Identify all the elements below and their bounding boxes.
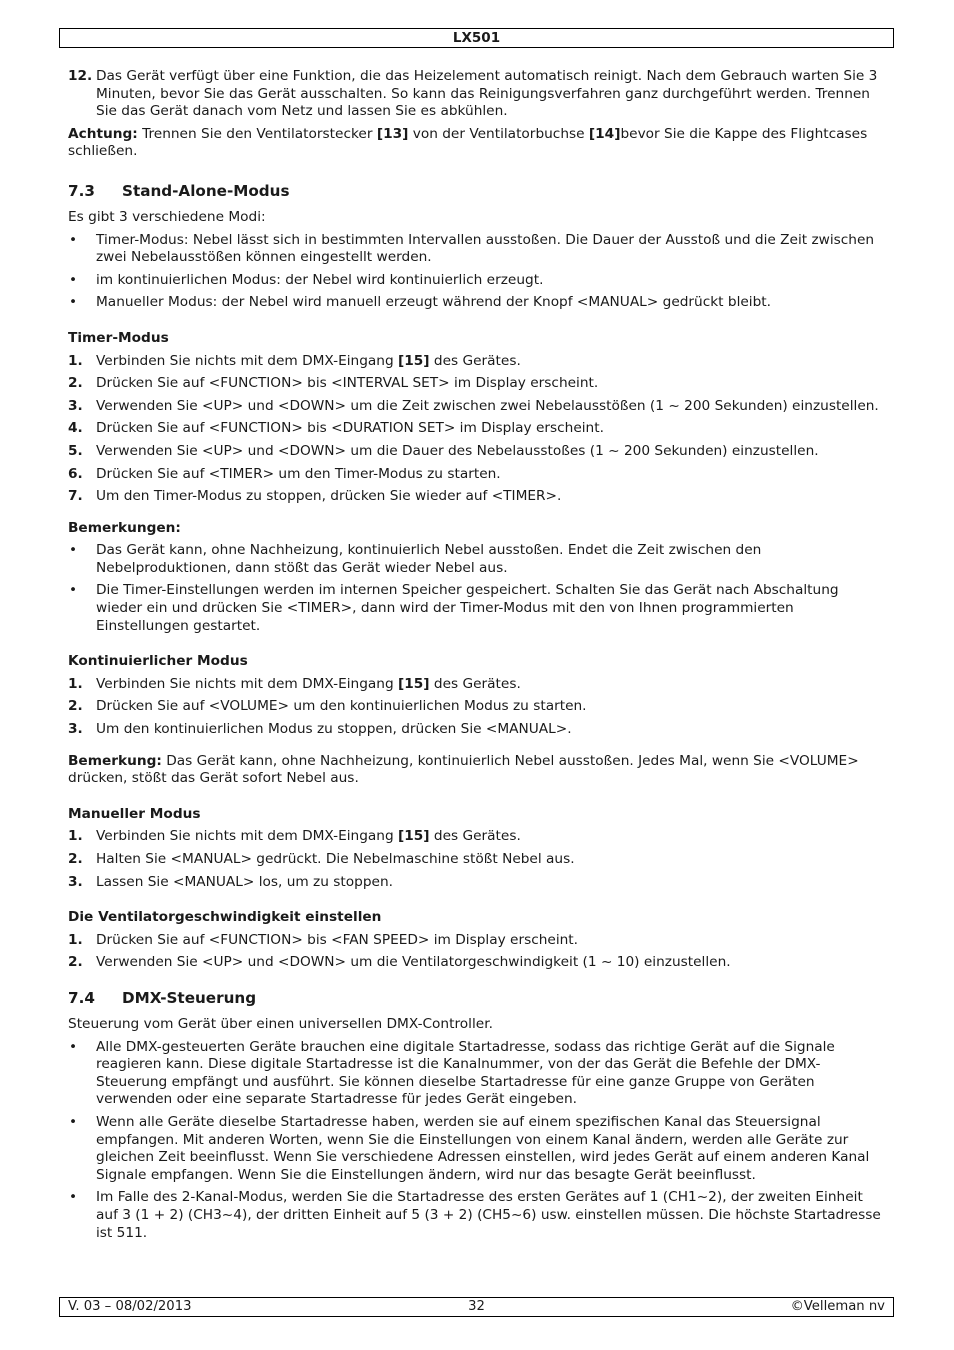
bullet: •: [69, 1038, 78, 1055]
bullet: •: [69, 582, 78, 599]
step-text: Halten Sie <MANUAL> gedrückt. Die Nebelmaschine stößt Nebel aus.: [96, 851, 575, 867]
step-item: [68, 375, 888, 393]
step-item: [68, 466, 888, 484]
step-number: 1.: [68, 828, 83, 845]
step-text: Drücken Sie auf <TIMER> um den Timer-Modus zu starten.: [96, 465, 501, 482]
step-number: 3.: [68, 397, 83, 414]
step-text: Drücken Sie auf <FUNCTION> bis <FAN SPEED> im Display erscheint.: [96, 931, 579, 948]
step-item: [68, 353, 888, 371]
bullet: •: [69, 1189, 78, 1206]
step-item: [68, 721, 888, 739]
bullet-text: Die Timer-Einstellungen werden im internen Speicher gespeichert. Schalten Sie das Gerät nach Abschaltung wieder ein und drücken Sie <TIMER>, dann wird der Timer-Modus mit den von Ihnen programmierten Einstellungen gestartet.: [96, 582, 839, 634]
bullet-item: [68, 542, 888, 577]
page-header: [59, 28, 894, 48]
bullet-text: Timer-Modus: Nebel lässt sich in bestimmten Intervallen ausstoßen. Die Dauer der Ausstoß und die Zeit zwischen zwei Nebelausstößen können eingestellt werden.: [96, 231, 875, 266]
section-heading-7-4: [68, 988, 888, 1008]
step-text: des Gerätes.: [429, 352, 521, 369]
step-number: 2.: [68, 698, 83, 715]
bullet-item: [68, 1039, 888, 1109]
bullet: •: [69, 1113, 78, 1130]
page-footer: [59, 1297, 894, 1317]
step-number: 2.: [68, 375, 83, 392]
remark-text: Das Gerät kann, ohne Nachheizung, kontinuierlich Nebel ausstoßen. Jedes Mal, wenn Sie <VOLUME> drücken, stößt das Gerät sofort Nebel aus.: [68, 752, 859, 787]
step-text: Drücken Sie auf <FUNCTION> bis <INTERVAL SET> im Display erscheint.: [96, 375, 599, 392]
step-number: 3.: [68, 721, 83, 738]
bullet-text: Wenn alle Geräte dieselbe Startadresse haben, werden sie auf einem spezifischen Kanal das Steuersignal empfangen. Mit anderen Worten, wenn Sie die Einstellungen von einem Kanal ändern, werden alle Geräte zur gleichen Zeit beeinflusst. Wenn Sie verschiedene Adressen einstellen, wird jedes Gerät auf einem anderen Kanal Signale empfangen. Wenn Sie die Einstellungen ändern, wird nur das besagte Gerät beeinflusst.: [96, 1113, 870, 1183]
ref-15: [15]: [398, 352, 430, 369]
step-item: [68, 398, 888, 416]
step-text: Drücken Sie auf <VOLUME> um den kontinuierlichen Modus zu starten.: [96, 698, 587, 715]
step-item: [68, 932, 888, 950]
step-number: 6.: [68, 465, 83, 482]
footer-version: V. 03 – 08/02/2013: [68, 1299, 192, 1314]
section-number: 7.3: [68, 181, 95, 200]
step-text: Verbinden Sie nichts mit dem DMX-Eingang: [96, 352, 398, 369]
step-number: 5.: [68, 442, 83, 459]
subheading-timer: Timer-Modus: [68, 329, 169, 346]
subheading-fan-speed: Die Ventilatorgeschwindigkeit einstellen: [68, 909, 382, 926]
step-text: Das Gerät verfügt über eine Funktion, die das Heizelement automatisch reinigt. Nach dem Gebrauch warten Sie 3 Minuten, bevor Sie das Gerät ausschalten. So kann das Reinigungsverfahren ganz durchgeführt werden. Trennen Sie das Gerät danach vom Netz und lassen Sie es abkühlen.: [96, 68, 878, 120]
section-number: 7.4: [68, 988, 95, 1007]
section-title: DMX-Steuerung: [122, 988, 257, 1007]
ref-15: [15]: [398, 675, 430, 692]
bullet-text: Das Gerät kann, ohne Nachheizung, kontinuierlich Nebel ausstoßen. Endet die Zeit zwischen den Nebelproduktionen, dann stößt das Gerät wieder Nebel aus.: [96, 542, 762, 576]
step-text: des Gerätes.: [429, 828, 521, 845]
remark-paragraph: [68, 753, 888, 788]
step-text: Lassen Sie <MANUAL> los, um zu stoppen.: [96, 873, 393, 890]
warning-text: bevor Sie die Kappe des Flightcases schließen.: [68, 125, 868, 160]
step-item: [68, 874, 888, 892]
step-item: [68, 420, 888, 438]
subheading-manual: Manueller Modus: [68, 805, 201, 822]
subheading-remarks: Bemerkungen:: [68, 519, 181, 536]
step-text: Um den kontinuierlichen Modus zu stoppen, drücken Sie <MANUAL>.: [96, 721, 572, 738]
step-item: [68, 954, 888, 972]
step-number: 3.: [68, 873, 83, 890]
step-number: 1.: [68, 675, 83, 692]
bullet-item: [68, 582, 888, 635]
step-text: Drücken Sie auf <FUNCTION> bis <DURATION SET> im Display erscheint.: [96, 420, 604, 437]
step-item: [68, 488, 888, 506]
bullet: •: [69, 294, 78, 311]
bullet-text: Manueller Modus: der Nebel wird manuell erzeugt während der Knopf <MANUAL> gedrückt bleibt.: [96, 294, 772, 311]
step-number: 7.: [68, 488, 83, 505]
bullet-item: [68, 1114, 888, 1184]
section-title: Stand-Alone-Modus: [122, 181, 290, 200]
warning-text: von der Ventilatorbuchse: [408, 125, 589, 142]
subheading-continuous: Kontinuierlicher Modus: [68, 653, 248, 670]
step-number: 1.: [68, 931, 83, 948]
step-text: Verbinden Sie nichts mit dem DMX-Eingang: [96, 828, 398, 845]
step-text: Verwenden Sie <UP> und <DOWN> um die Zeit zwischen zwei Nebelausstößen (1 ~ 200 Sekunden) einzustellen.: [96, 397, 879, 414]
step-item: [68, 68, 888, 121]
step-item: [68, 443, 888, 461]
bullet: •: [69, 271, 78, 288]
bullet-item: [68, 294, 888, 312]
step-text: Um den Timer-Modus zu stoppen, drücken Sie wieder auf <TIMER>.: [96, 488, 562, 505]
bullet: •: [69, 542, 78, 559]
step-number: 12.: [68, 68, 93, 84]
warning-label: Achtung:: [68, 125, 138, 142]
bullet-item: [68, 272, 888, 290]
warning-paragraph: [68, 126, 888, 161]
section-intro: Steuerung vom Gerät über einen universellen DMX-Controller.: [68, 1015, 493, 1032]
step-item: [68, 828, 888, 846]
step-number: 2.: [68, 954, 83, 971]
step-item: [68, 698, 888, 716]
footer-copyright: ©Velleman nv: [790, 1299, 885, 1314]
step-text: Verbinden Sie nichts mit dem DMX-Eingang: [96, 675, 398, 692]
step-text: des Gerätes.: [429, 675, 521, 692]
section-heading-7-3: [68, 181, 888, 201]
model-name: LX501: [452, 30, 501, 46]
ref-15: [15]: [398, 828, 430, 845]
step-number: 2.: [68, 851, 83, 867]
bullet-text: Alle DMX-gesteuerten Geräte brauchen eine digitale Startadresse, sodass das richtige Gerät auf die Signale reagieren kann. Diese digitale Startadresse ist die Kanalnummer, von der das Gerät die Befehle der DMX-Steuerung empfängt und ausführt. Sie können dieselbe Startadresse für eine ganze Gruppe von Geräten verwenden oder eine separate Startadresse für jedes Gerät eingeben.: [96, 1038, 835, 1108]
section-intro: Es gibt 3 verschiedene Modi:: [68, 208, 266, 225]
step-text: Verwenden Sie <UP> und <DOWN> um die Ventilatorgeschwindigkeit (1 ~ 10) einzustellen.: [96, 954, 731, 971]
bullet-text: im kontinuierlichen Modus: der Nebel wird kontinuierlich erzeugt.: [96, 271, 544, 288]
ref-14: [14]: [588, 125, 621, 142]
step-number: 4.: [68, 420, 83, 437]
step-item: [68, 851, 888, 869]
remark-label: Bemerkung:: [68, 752, 162, 769]
bullet: •: [69, 231, 78, 248]
step-item: [68, 676, 888, 694]
page-number: 32: [468, 1299, 485, 1314]
bullet-text: Im Falle des 2-Kanal-Modus, werden Sie die Startadresse des ersten Gerätes auf 1 (CH1~2), der zweiten Einheit auf 3 (1 + 2) (CH3~4), der dritten Einheit auf 5 (3 + 2) (CH5~6) usw. einstellen müssen. Die höchste Startadresse ist 511.: [96, 1189, 881, 1241]
bullet-item: [68, 1189, 888, 1242]
ref-13: [13]: [376, 125, 409, 142]
page-content: [68, 68, 888, 1242]
step-text: Verwenden Sie <UP> und <DOWN> um die Dauer des Nebelausstoßes (1 ~ 200 Sekunden) einzustellen.: [96, 442, 819, 459]
warning-text: Trennen Sie den Ventilatorstecker: [137, 125, 377, 142]
step-number: 1.: [68, 352, 83, 369]
bullet-item: [68, 232, 888, 267]
